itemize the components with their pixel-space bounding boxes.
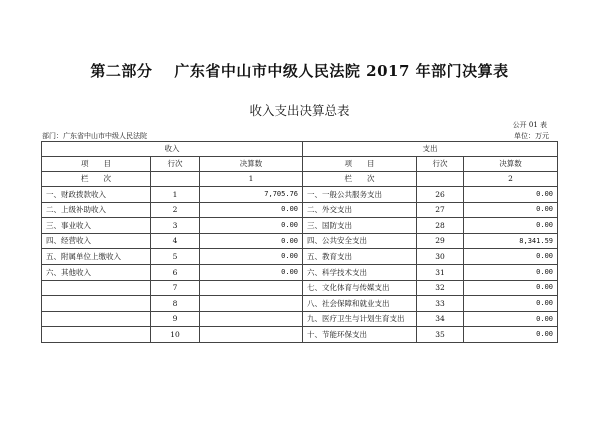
income-line-no: 4 (151, 233, 200, 249)
expense-amount: 0.00 (464, 264, 558, 280)
income-item-name (42, 280, 151, 296)
income-amount: 0.00 (200, 218, 303, 234)
table-row (42, 202, 558, 218)
income-amount: 0.00 (200, 264, 303, 280)
col-item-income: 项 目 (42, 157, 151, 172)
table-header-section (42, 142, 558, 157)
expense-amount: 0.00 (464, 187, 558, 203)
expense-line-no: 33 (417, 296, 464, 312)
income-line-no: 10 (151, 327, 200, 343)
table-header-columns (42, 157, 558, 172)
expense-item-name: 十、节能环保支出 (303, 327, 417, 343)
expense-line-no: 35 (417, 327, 464, 343)
expense-item-name: 三、国防支出 (303, 218, 417, 234)
col-amount-income: 决算数 (200, 157, 303, 172)
income-line-no: 5 (151, 249, 200, 265)
expense-item-name: 一、一般公共服务支出 (303, 187, 417, 203)
table-row (42, 327, 558, 343)
title-part: 第二部分 (90, 62, 153, 80)
table-title: 收入支出决算总表 (249, 103, 350, 118)
col-lan-empty-income (151, 172, 200, 187)
expense-line-no: 31 (417, 264, 464, 280)
table-row (42, 218, 558, 234)
income-item-name (42, 311, 151, 327)
income-line-no: 9 (151, 311, 200, 327)
expense-amount: 0.00 (464, 202, 558, 218)
income-item-name: 二、上级补助收入 (42, 202, 151, 218)
income-item-name: 一、财政拨款收入 (42, 187, 151, 203)
expense-header: 支出 (303, 142, 558, 157)
form-code: 公开 01 表 (512, 121, 547, 129)
table-header-index (42, 172, 558, 187)
income-item-name (42, 327, 151, 343)
income-expense-table (41, 141, 558, 343)
expense-amount: 0.00 (464, 311, 558, 327)
expense-item-name: 五、教育支出 (303, 249, 417, 265)
table-row (42, 311, 558, 327)
department-label: 部门：广东省中山市中级人民法院 (42, 132, 147, 140)
expense-line-no: 29 (417, 233, 464, 249)
col-idx-expense: 2 (464, 172, 558, 187)
col-idx-income: 1 (200, 172, 303, 187)
title-main: 广东省中山市中级人民法院 2017 年部门决算表 (174, 62, 509, 80)
income-amount: 0.00 (200, 249, 303, 265)
income-amount (200, 311, 303, 327)
income-amount (200, 327, 303, 343)
income-amount: 0.00 (200, 233, 303, 249)
table-row (42, 187, 558, 203)
expense-item-name: 七、文化体育与传媒支出 (303, 280, 417, 296)
expense-line-no: 26 (417, 187, 464, 203)
expense-item-name: 八、社会保障和就业支出 (303, 296, 417, 312)
table-row (42, 264, 558, 280)
income-amount: 0.00 (200, 202, 303, 218)
income-item-name: 三、事业收入 (42, 218, 151, 234)
expense-amount: 0.00 (464, 327, 558, 343)
col-item-expense: 项 目 (303, 157, 417, 172)
col-line-expense: 行次 (417, 157, 464, 172)
expense-line-no: 28 (417, 218, 464, 234)
table-row (42, 233, 558, 249)
col-amount-expense: 决算数 (464, 157, 558, 172)
income-item-name: 四、经营收入 (42, 233, 151, 249)
income-line-no: 3 (151, 218, 200, 234)
income-line-no: 2 (151, 202, 200, 218)
expense-item-name: 四、公共安全支出 (303, 233, 417, 249)
expense-line-no: 34 (417, 311, 464, 327)
income-item-name: 六、其他收入 (42, 264, 151, 280)
income-amount: 7,705.76 (200, 187, 303, 203)
col-line-income: 行次 (151, 157, 200, 172)
expense-amount: 0.00 (464, 249, 558, 265)
expense-amount: 0.00 (464, 296, 558, 312)
expense-item-name: 二、外交支出 (303, 202, 417, 218)
expense-amount: 8,341.59 (464, 233, 558, 249)
income-item-name: 五、附属单位上缴收入 (42, 249, 151, 265)
expense-amount: 0.00 (464, 218, 558, 234)
income-amount (200, 280, 303, 296)
table-row (42, 296, 558, 312)
income-line-no: 7 (151, 280, 200, 296)
income-item-name (42, 296, 151, 312)
col-lan-income: 栏 次 (42, 172, 151, 187)
expense-line-no: 27 (417, 202, 464, 218)
expense-line-no: 30 (417, 249, 464, 265)
income-amount (200, 296, 303, 312)
expense-item-name: 六、科学技术支出 (303, 264, 417, 280)
table-row (42, 249, 558, 265)
income-line-no: 6 (151, 264, 200, 280)
table-row (42, 280, 558, 296)
col-lan-expense: 栏 次 (303, 172, 417, 187)
income-line-no: 8 (151, 296, 200, 312)
expense-amount: 0.00 (464, 280, 558, 296)
expense-item-name: 九、医疗卫生与计划生育支出 (303, 311, 417, 327)
page-title (0, 60, 599, 81)
expense-line-no: 32 (417, 280, 464, 296)
income-line-no: 1 (151, 187, 200, 203)
income-header: 收入 (42, 142, 303, 157)
unit-label: 单位：万元 (514, 132, 549, 140)
col-lan-empty-expense (417, 172, 464, 187)
